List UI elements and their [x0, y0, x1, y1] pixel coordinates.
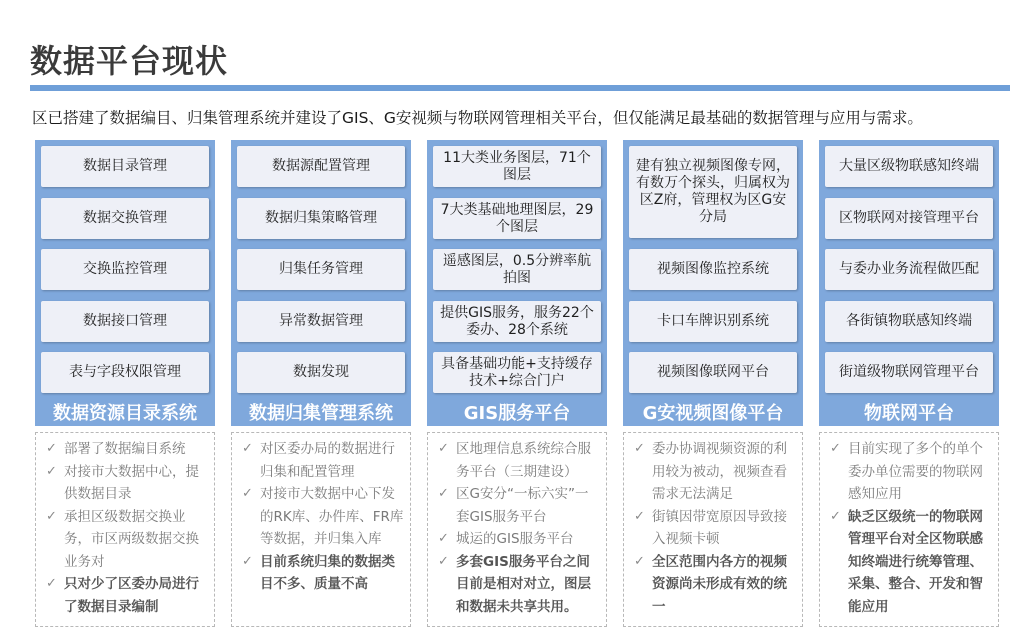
check-icon: ✓	[46, 463, 57, 479]
column-title: GIS服务平台	[463, 402, 571, 424]
note-item	[46, 438, 208, 461]
note-text: 部署了数据编目系统	[64, 441, 186, 457]
check-icon: ✓	[830, 441, 841, 456]
note-text: 只对少了区委办局进行了数据目录编制	[64, 576, 199, 615]
check-icon: ✓	[438, 441, 449, 456]
column-notes	[35, 432, 215, 627]
column-notes	[819, 432, 999, 627]
check-icon: ✓	[634, 441, 645, 456]
feature-box: 大量区级物联感知终端	[825, 146, 993, 187]
feature-box: 7大类基础地理图层，29个图层	[433, 198, 601, 239]
feature-box: 建有独立视频图像专网，有数万个探头，归属权为区Z府，管理权为区G安分局	[629, 146, 797, 238]
feature-box: 提供GIS服务，服务22个委办、28个系统	[433, 301, 601, 342]
feature-box: 具备基础功能+支持缓存技术+综合门户	[433, 352, 601, 393]
column-gis	[427, 140, 607, 630]
column-video	[623, 140, 803, 630]
note-text: 缺乏区级统一的物联网管理平台对全区物联感知终端进行统筹管理、采集、整合、开发和智能应用	[848, 508, 983, 615]
feature-box: 视频图像联网平台	[629, 352, 797, 393]
note-item	[830, 506, 992, 619]
feature-box: 数据目录管理	[41, 146, 209, 187]
note-item	[438, 483, 600, 528]
check-icon: ✓	[242, 441, 253, 456]
note-text: 对区委办局的数据进行归集和配置管理	[260, 441, 395, 480]
feature-box: 与委办业务流程做匹配	[825, 249, 993, 290]
column-title: G安视频图像平台	[642, 402, 784, 424]
column-title: 数据归集管理系统	[249, 402, 393, 424]
note-item	[46, 573, 208, 618]
feature-box: 归集任务管理	[237, 249, 405, 290]
check-icon: ✓	[46, 508, 57, 524]
platform-columns	[35, 140, 1005, 630]
check-icon: ✓	[634, 508, 645, 524]
feature-box: 区物联网对接管理平台	[825, 198, 993, 239]
note-item	[46, 506, 208, 574]
column-title: 物联网平台	[864, 402, 954, 424]
note-text: 承担区级数据交换业务，市区两级数据交换业务对	[64, 508, 199, 570]
column-title: 数据资源目录系统	[53, 402, 197, 424]
column-data-collection	[231, 140, 411, 630]
note-item	[242, 438, 404, 483]
note-text: 多套GIS服务平台之间目前是相对对立，图层和数据未共享共用。	[456, 553, 591, 615]
check-icon: ✓	[242, 486, 253, 501]
feature-box: 街道级物联网管理平台	[825, 352, 993, 393]
note-item	[242, 551, 404, 596]
check-icon: ✓	[242, 553, 253, 569]
note-item	[438, 551, 600, 619]
column-notes	[623, 432, 803, 627]
column-iot	[819, 140, 999, 630]
feature-box: 数据接口管理	[41, 301, 209, 342]
note-item	[634, 551, 796, 619]
check-icon: ✓	[438, 486, 449, 501]
feature-box: 异常数据管理	[237, 301, 405, 342]
column-panel	[231, 140, 411, 426]
feature-box: 遥感图层，0.5分辨率航拍图	[433, 249, 601, 290]
note-text: 城运的GIS服务平台	[456, 531, 574, 547]
feature-box: 交换监控管理	[41, 249, 209, 290]
note-text: 街镇因带宽原因导致接入视频卡顿	[652, 508, 787, 547]
feature-box: 表与字段权限管理	[41, 352, 209, 393]
note-text: 对接市大数据中心，提供数据目录	[64, 463, 199, 502]
check-icon: ✓	[438, 531, 449, 546]
feature-box: 各街镇物联感知终端	[825, 301, 993, 342]
note-text: 目前系统归集的数据类目不多、质量不高	[260, 553, 395, 592]
check-icon: ✓	[830, 508, 841, 524]
note-text: 目前实现了多个的单个委办单位需要的物联网感知应用	[848, 441, 983, 502]
note-text: 区地理信息系统综合服务平台（三期建设）	[456, 441, 591, 480]
column-panel	[623, 140, 803, 426]
feature-box: 卡口车牌识别系统	[629, 301, 797, 342]
note-item	[634, 506, 796, 551]
title-underline	[30, 85, 1010, 91]
feature-box: 数据源配置管理	[237, 146, 405, 187]
note-text: 区G安分“一标六实”一套GIS服务平台	[456, 486, 589, 525]
note-text: 全区范围内各方的视频资源尚未形成有效的统一	[652, 553, 787, 615]
column-panel	[427, 140, 607, 426]
feature-box: 数据发现	[237, 352, 405, 393]
note-item	[830, 438, 992, 506]
check-icon: ✓	[46, 441, 57, 456]
note-item	[438, 528, 600, 551]
column-notes	[427, 432, 607, 627]
column-notes	[231, 432, 411, 627]
check-icon: ✓	[438, 553, 449, 569]
feature-box: 数据归集策略管理	[237, 198, 405, 239]
feature-box: 数据交换管理	[41, 198, 209, 239]
check-icon: ✓	[46, 576, 57, 591]
note-item	[634, 438, 796, 506]
column-panel	[35, 140, 215, 426]
note-item	[46, 461, 208, 506]
page-title: 数据平台现状	[30, 42, 229, 80]
note-text: 委办协调视频资源的利用较为被动，视频查看需求无法满足	[652, 441, 787, 502]
check-icon: ✓	[634, 553, 645, 569]
feature-box: 视频图像监控系统	[629, 249, 797, 290]
note-item	[242, 483, 404, 551]
intro-text: 区已搭建了数据编目、归集管理系统并建设了GIS、G安视频与物联网管理相关平台，但仅能满足最基础的数据管理与应用与需求。	[32, 109, 923, 127]
feature-box: 11大类业务图层，71个图层	[433, 146, 601, 187]
note-item	[438, 438, 600, 483]
note-text: 对接市大数据中心下发的RK库、办件库、FR库等数据，并归集入库	[260, 486, 404, 547]
column-data-catalog	[35, 140, 215, 630]
column-panel	[819, 140, 999, 426]
